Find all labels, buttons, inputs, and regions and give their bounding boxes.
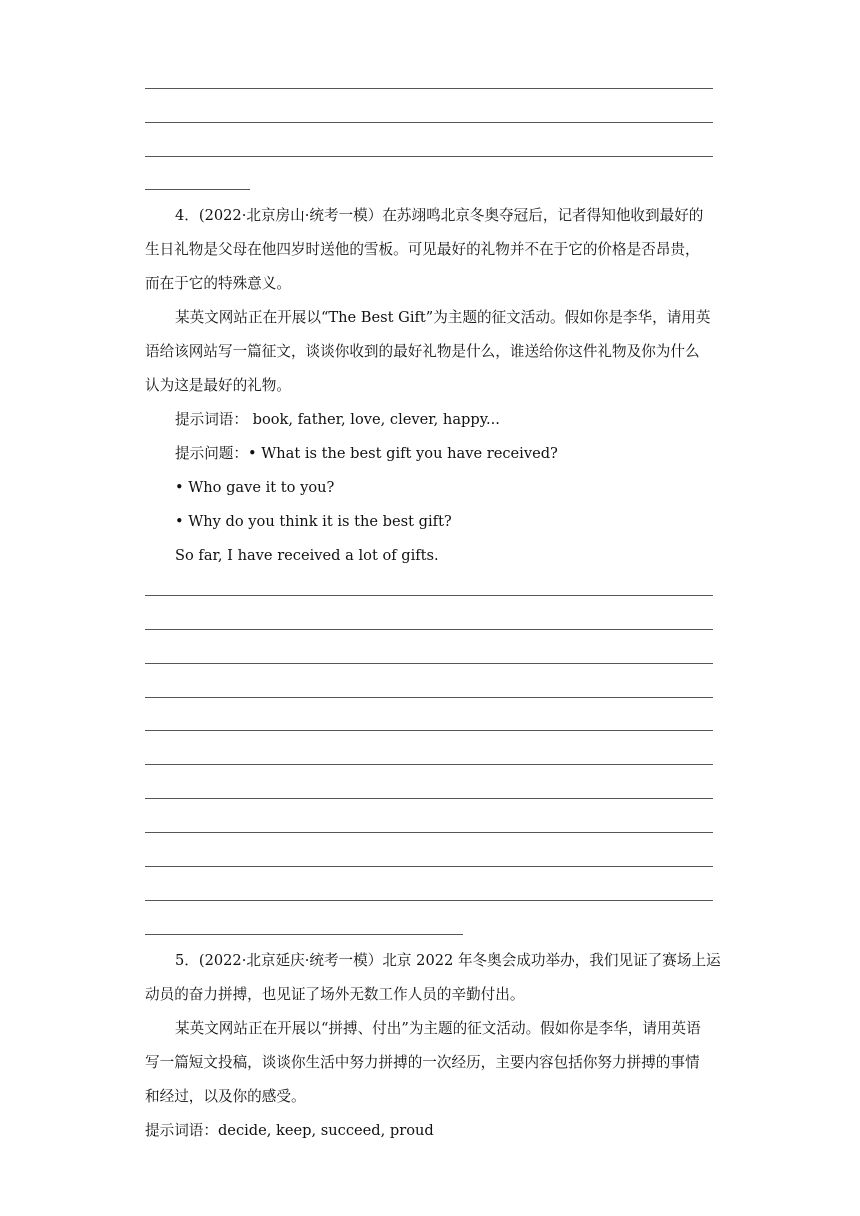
answer-line[interactable] <box>145 122 713 123</box>
q5-task-line: 和经过，以及你的感受。 <box>145 1088 306 1105</box>
answer-line-short[interactable] <box>145 934 463 935</box>
q5-hint-words: 提示词语：decide, keep, succeed, proud <box>145 1122 434 1139</box>
answer-line[interactable] <box>145 88 713 89</box>
answer-line[interactable] <box>145 595 713 596</box>
q4-prompt-line: 而在于它的特殊意义。 <box>145 275 291 292</box>
answer-line[interactable] <box>145 663 713 664</box>
answer-line[interactable] <box>145 832 713 833</box>
answer-line[interactable] <box>145 764 713 765</box>
q4-task-line: 某英文网站正在开展以“The Best Gift”为主题的征文活动。假如你是李华，请用英 <box>175 309 711 326</box>
q4-hint-question: • Why do you think it is the best gift? <box>175 513 452 530</box>
q4-task-line: 认为这是最好的礼物。 <box>145 377 291 394</box>
q4-prompt-line: 4．(2022·北京房山·统考一模）在苏翊鸣北京冬奥夺冠后，记者得知他收到最好的 <box>175 207 704 224</box>
q4-prompt-line: 生日礼物是父母在他四岁时送他的雪板。可见最好的礼物并不在于它的价格是否昂贵， <box>145 241 700 258</box>
answer-line[interactable] <box>145 156 713 157</box>
answer-line-short[interactable] <box>145 189 250 190</box>
answer-line[interactable] <box>145 730 713 731</box>
q5-task-line: 某英文网站正在开展以“拼搏、付出”为主题的征文活动。假如你是李华，请用英语 <box>175 1020 701 1037</box>
answer-line[interactable] <box>145 697 713 698</box>
answer-line[interactable] <box>145 629 713 630</box>
q5-task-line: 写一篇短文投稿，谈谈你生活中努力拼搏的一次经历，主要内容包括你努力拼搏的事情 <box>145 1054 700 1071</box>
q4-hint-words: 提示词语： book, father, love, clever, happy... <box>175 411 500 428</box>
answer-line[interactable] <box>145 798 713 799</box>
q5-prompt-line: 5．(2022·北京延庆·统考一模）北京 2022 年冬奥会成功举办，我们见证了赛场上运 <box>175 952 721 969</box>
answer-line[interactable] <box>145 866 713 867</box>
answer-line[interactable] <box>145 900 713 901</box>
q4-hint-question: 提示问题：• What is the best gift you have received? <box>175 445 558 462</box>
q5-prompt-line: 动员的奋力拼搏，也见证了场外无数工作人员的辛勤付出。 <box>145 986 525 1003</box>
q4-starter-sentence: So far, I have received a lot of gifts. <box>175 547 439 564</box>
q4-task-line: 语给该网站写一篇征文，谈谈你收到的最好礼物是什么，谁送给你这件礼物及你为什么 <box>145 343 700 360</box>
q4-hint-question: • Who gave it to you? <box>175 479 335 496</box>
